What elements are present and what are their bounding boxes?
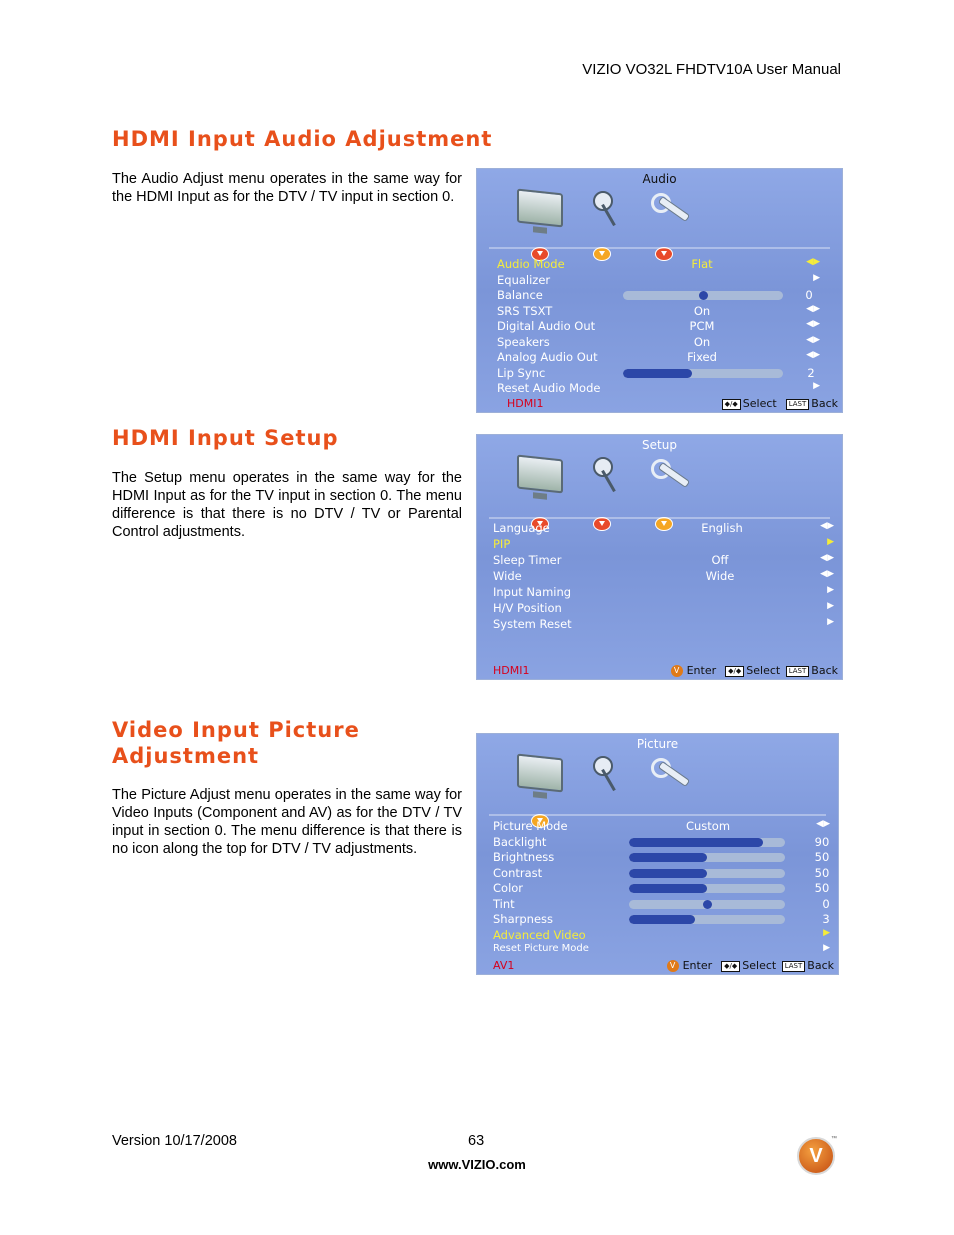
- audio-note-icon: [589, 754, 623, 794]
- tv-picture-icon: [517, 754, 563, 793]
- menu-footer: [477, 396, 842, 412]
- slider-fill: [629, 884, 707, 893]
- right-arrow-icon: ▶: [813, 272, 820, 283]
- menu-row-value: 2: [807, 365, 815, 380]
- last-key-icon: LAST: [786, 666, 810, 677]
- menu-row-sleep-timer[interactable]: [477, 553, 842, 569]
- tv-picture-icon: [517, 189, 563, 228]
- left-right-arrow-icon: ◀▶: [820, 569, 834, 579]
- picture-menu-rows: [477, 819, 838, 959]
- menu-row-label: H/V Position: [493, 601, 562, 615]
- menu-row-label: Contrast: [493, 865, 543, 880]
- audio-menu-rows: [477, 257, 842, 397]
- menu-row-backlight[interactable]: [477, 835, 838, 851]
- menu-row-label: System Reset: [493, 617, 572, 631]
- back-hint: Back: [811, 664, 838, 677]
- color-slider[interactable]: [629, 884, 785, 893]
- section-body-audio: The Audio Adjust menu operates in the same way for the HDMI Input as for the DTV / TV input in section 0.: [112, 171, 462, 205]
- input-source-label: AV1: [493, 959, 515, 972]
- divider: [489, 247, 830, 249]
- select-key-icon: ◆/◆: [721, 961, 740, 972]
- backlight-slider[interactable]: [629, 838, 785, 847]
- section-heading-audio: HDMI Input Audio Adjustment: [112, 127, 493, 151]
- section-heading-setup: HDMI Input Setup: [112, 426, 339, 450]
- menu-row-label: PIP: [493, 537, 511, 551]
- slider-knob[interactable]: [699, 291, 708, 300]
- audio-note-icon: [589, 455, 623, 495]
- menu-row-label: Equalizer: [497, 272, 551, 287]
- sharpness-slider[interactable]: [629, 915, 785, 924]
- menu-row-label: Sleep Timer: [493, 553, 562, 567]
- menu-row-label: Wide: [493, 569, 522, 583]
- slider-fill: [629, 915, 695, 924]
- last-key-icon: LAST: [786, 399, 810, 410]
- menu-row-value: On: [693, 334, 711, 349]
- input-source-label: HDMI1: [493, 664, 530, 677]
- menu-row-label: Brightness: [493, 850, 555, 864]
- right-arrow-icon: ▶: [823, 943, 830, 953]
- menu-row-brightness[interactable]: [477, 850, 838, 866]
- menu-row-label: Reset Picture Mode: [493, 943, 589, 954]
- right-arrow-icon: ▶: [827, 585, 834, 595]
- menu-row-srs-tsxt[interactable]: [477, 304, 842, 320]
- enter-hint: Enter: [682, 959, 713, 972]
- setup-menu-title: Setup: [642, 438, 677, 452]
- menu-row-value: Off: [711, 553, 729, 567]
- menu-row-label: Language: [493, 521, 550, 535]
- slider-fill: [629, 838, 763, 847]
- trademark-symbol: ™: [831, 1136, 837, 1142]
- menu-row-system-reset[interactable]: [477, 617, 842, 633]
- menu-row-value: Wide: [705, 569, 735, 583]
- menu-row-reset-audio-mode[interactable]: [477, 381, 842, 397]
- menu-controls-hint: [667, 959, 834, 972]
- menu-icon-row: [507, 752, 707, 812]
- left-right-arrow-icon: ◀▶: [806, 303, 820, 314]
- balance-slider[interactable]: [623, 291, 783, 300]
- manual-title: VIZIO VO32L FHDTV10A User Manual: [582, 61, 841, 78]
- picture-menu-screenshot: [476, 733, 839, 975]
- menu-row-value: 50: [814, 881, 830, 895]
- select-hint: Select: [746, 664, 781, 677]
- menu-row-advanced-video[interactable]: [477, 928, 838, 944]
- menu-row-value: 50: [814, 865, 830, 880]
- slider-fill: [623, 369, 692, 378]
- slider-knob[interactable]: [703, 900, 712, 909]
- menu-row-balance[interactable]: [477, 288, 842, 304]
- menu-row-label: Lip Sync: [497, 365, 546, 380]
- contrast-slider[interactable]: [629, 869, 785, 878]
- menu-row-equalizer[interactable]: [477, 273, 842, 289]
- menu-row-value: 0: [822, 896, 830, 911]
- tint-slider[interactable]: [629, 900, 785, 909]
- select-key-icon: ◆/◆: [722, 399, 741, 410]
- enter-hint: Enter: [686, 664, 717, 677]
- audio-menu-title: Audio: [642, 172, 677, 186]
- select-key-icon: ◆/◆: [725, 666, 744, 677]
- setup-wrench-icon: [649, 457, 689, 491]
- back-hint: Back: [807, 959, 834, 972]
- menu-icon-row: [507, 453, 707, 513]
- menu-row-sharpness[interactable]: [477, 912, 838, 928]
- menu-row-value: English: [701, 521, 743, 535]
- menu-row-wide[interactable]: [477, 569, 842, 585]
- menu-row-hv-position[interactable]: [477, 601, 842, 617]
- menu-row-label: Color: [493, 881, 524, 895]
- menu-row-value: On: [693, 303, 711, 318]
- setup-menu-rows: [477, 521, 842, 633]
- left-right-arrow-icon: ◀▶: [806, 257, 820, 267]
- menu-row-analog-audio-out[interactable]: [477, 350, 842, 366]
- menu-row-label: Digital Audio Out: [497, 319, 596, 333]
- setup-wrench-icon: [649, 191, 689, 225]
- page-number: 63: [468, 1133, 485, 1149]
- menu-row-label: Speakers: [497, 334, 550, 349]
- menu-row-value: 3: [822, 912, 830, 926]
- menu-row-value: 50: [814, 850, 830, 864]
- setup-wrench-icon: [649, 756, 689, 790]
- last-key-icon: LAST: [782, 961, 806, 972]
- right-arrow-icon: ▶: [813, 381, 820, 391]
- menu-row-value: Fixed: [687, 350, 717, 364]
- menu-row-label: Analog Audio Out: [497, 350, 598, 364]
- left-right-arrow-icon: ◀▶: [816, 819, 830, 829]
- menu-controls-hint: [720, 397, 838, 410]
- tv-picture-icon: [517, 455, 563, 494]
- menu-row-value: Flat: [691, 257, 713, 271]
- setup-menu-screenshot: [476, 434, 843, 680]
- menu-row-picture-mode[interactable]: [477, 819, 838, 835]
- menu-icon-row: [507, 187, 707, 247]
- menu-row-reset-picture-mode[interactable]: [477, 943, 838, 959]
- menu-row-label: Audio Mode: [497, 257, 565, 271]
- slider-fill: [629, 853, 707, 862]
- menu-row-value: 0: [805, 288, 813, 302]
- audio-menu-screenshot: [476, 168, 843, 413]
- left-right-arrow-icon: ◀▶: [806, 334, 820, 345]
- menu-row-tint[interactable]: [477, 897, 838, 913]
- menu-row-label: Input Naming: [493, 585, 572, 599]
- brightness-slider[interactable]: [629, 853, 785, 862]
- audio-note-icon: [589, 189, 623, 229]
- divider: [489, 517, 830, 519]
- menu-row-label: Advanced Video: [493, 927, 586, 942]
- section-heading-picture: Video Input Picture Adjustment: [112, 718, 360, 768]
- menu-footer: [477, 958, 838, 974]
- slider-fill: [629, 869, 707, 878]
- vizio-enter-icon: V: [667, 960, 679, 972]
- right-arrow-icon: ▶: [827, 537, 834, 547]
- vizio-enter-icon: V: [671, 665, 683, 677]
- menu-row-label: Sharpness: [493, 912, 554, 926]
- lip-sync-slider[interactable]: [623, 369, 783, 378]
- website-link[interactable]: www.VIZIO.com: [428, 1157, 526, 1172]
- section-body-picture: The Picture Adjust menu operates in the same way for Video Inputs (Component and AV) as for the DTV / TV input in section 0. The menu difference is that there is no icon along the top for DTV / TV adjustments.: [112, 787, 462, 857]
- menu-row-value: Custom: [685, 819, 731, 833]
- right-arrow-icon: ▶: [823, 927, 830, 938]
- vizio-logo-icon: V: [797, 1137, 835, 1175]
- left-right-arrow-icon: ◀▶: [820, 553, 834, 563]
- menu-row-lip-sync[interactable]: [477, 366, 842, 382]
- left-right-arrow-icon: ◀▶: [806, 350, 820, 360]
- menu-footer: [477, 663, 842, 679]
- picture-menu-title: Picture: [636, 737, 679, 751]
- menu-row-label: Picture Mode: [493, 819, 568, 833]
- menu-row-digital-audio-out[interactable]: [477, 319, 842, 335]
- menu-row-label: Balance: [497, 288, 543, 302]
- right-arrow-icon: ▶: [827, 601, 834, 611]
- menu-row-value: 90: [814, 834, 830, 849]
- section-body-setup: The Setup menu operates in the same way for the HDMI Input as for the TV input in section 0. The menu difference is that there is no DTV / TV or Parental Control adjustments.: [112, 470, 462, 540]
- menu-row-audio-mode[interactable]: [477, 257, 842, 273]
- back-hint: Back: [811, 397, 838, 410]
- select-hint: Select: [742, 959, 777, 972]
- left-right-arrow-icon: ◀▶: [806, 319, 820, 329]
- menu-row-input-naming[interactable]: [477, 585, 842, 601]
- menu-row-value: PCM: [689, 319, 715, 333]
- version-label: Version 10/17/2008: [112, 1133, 237, 1149]
- menu-row-label: SRS TSXT: [497, 303, 553, 318]
- menu-row-label: Tint: [493, 896, 515, 911]
- menu-row-color[interactable]: [477, 881, 838, 897]
- menu-row-contrast[interactable]: [477, 866, 838, 882]
- menu-row-language[interactable]: [477, 521, 842, 537]
- divider: [489, 814, 826, 816]
- menu-row-pip[interactable]: [477, 537, 842, 553]
- menu-row-label: Reset Audio Mode: [497, 381, 601, 395]
- menu-row-speakers[interactable]: [477, 335, 842, 351]
- select-hint: Select: [742, 397, 777, 410]
- menu-row-label: Backlight: [493, 834, 547, 849]
- right-arrow-icon: ▶: [827, 617, 834, 627]
- menu-controls-hint: [671, 664, 838, 677]
- left-right-arrow-icon: ◀▶: [820, 521, 834, 531]
- input-source-label: HDMI1: [507, 397, 544, 410]
